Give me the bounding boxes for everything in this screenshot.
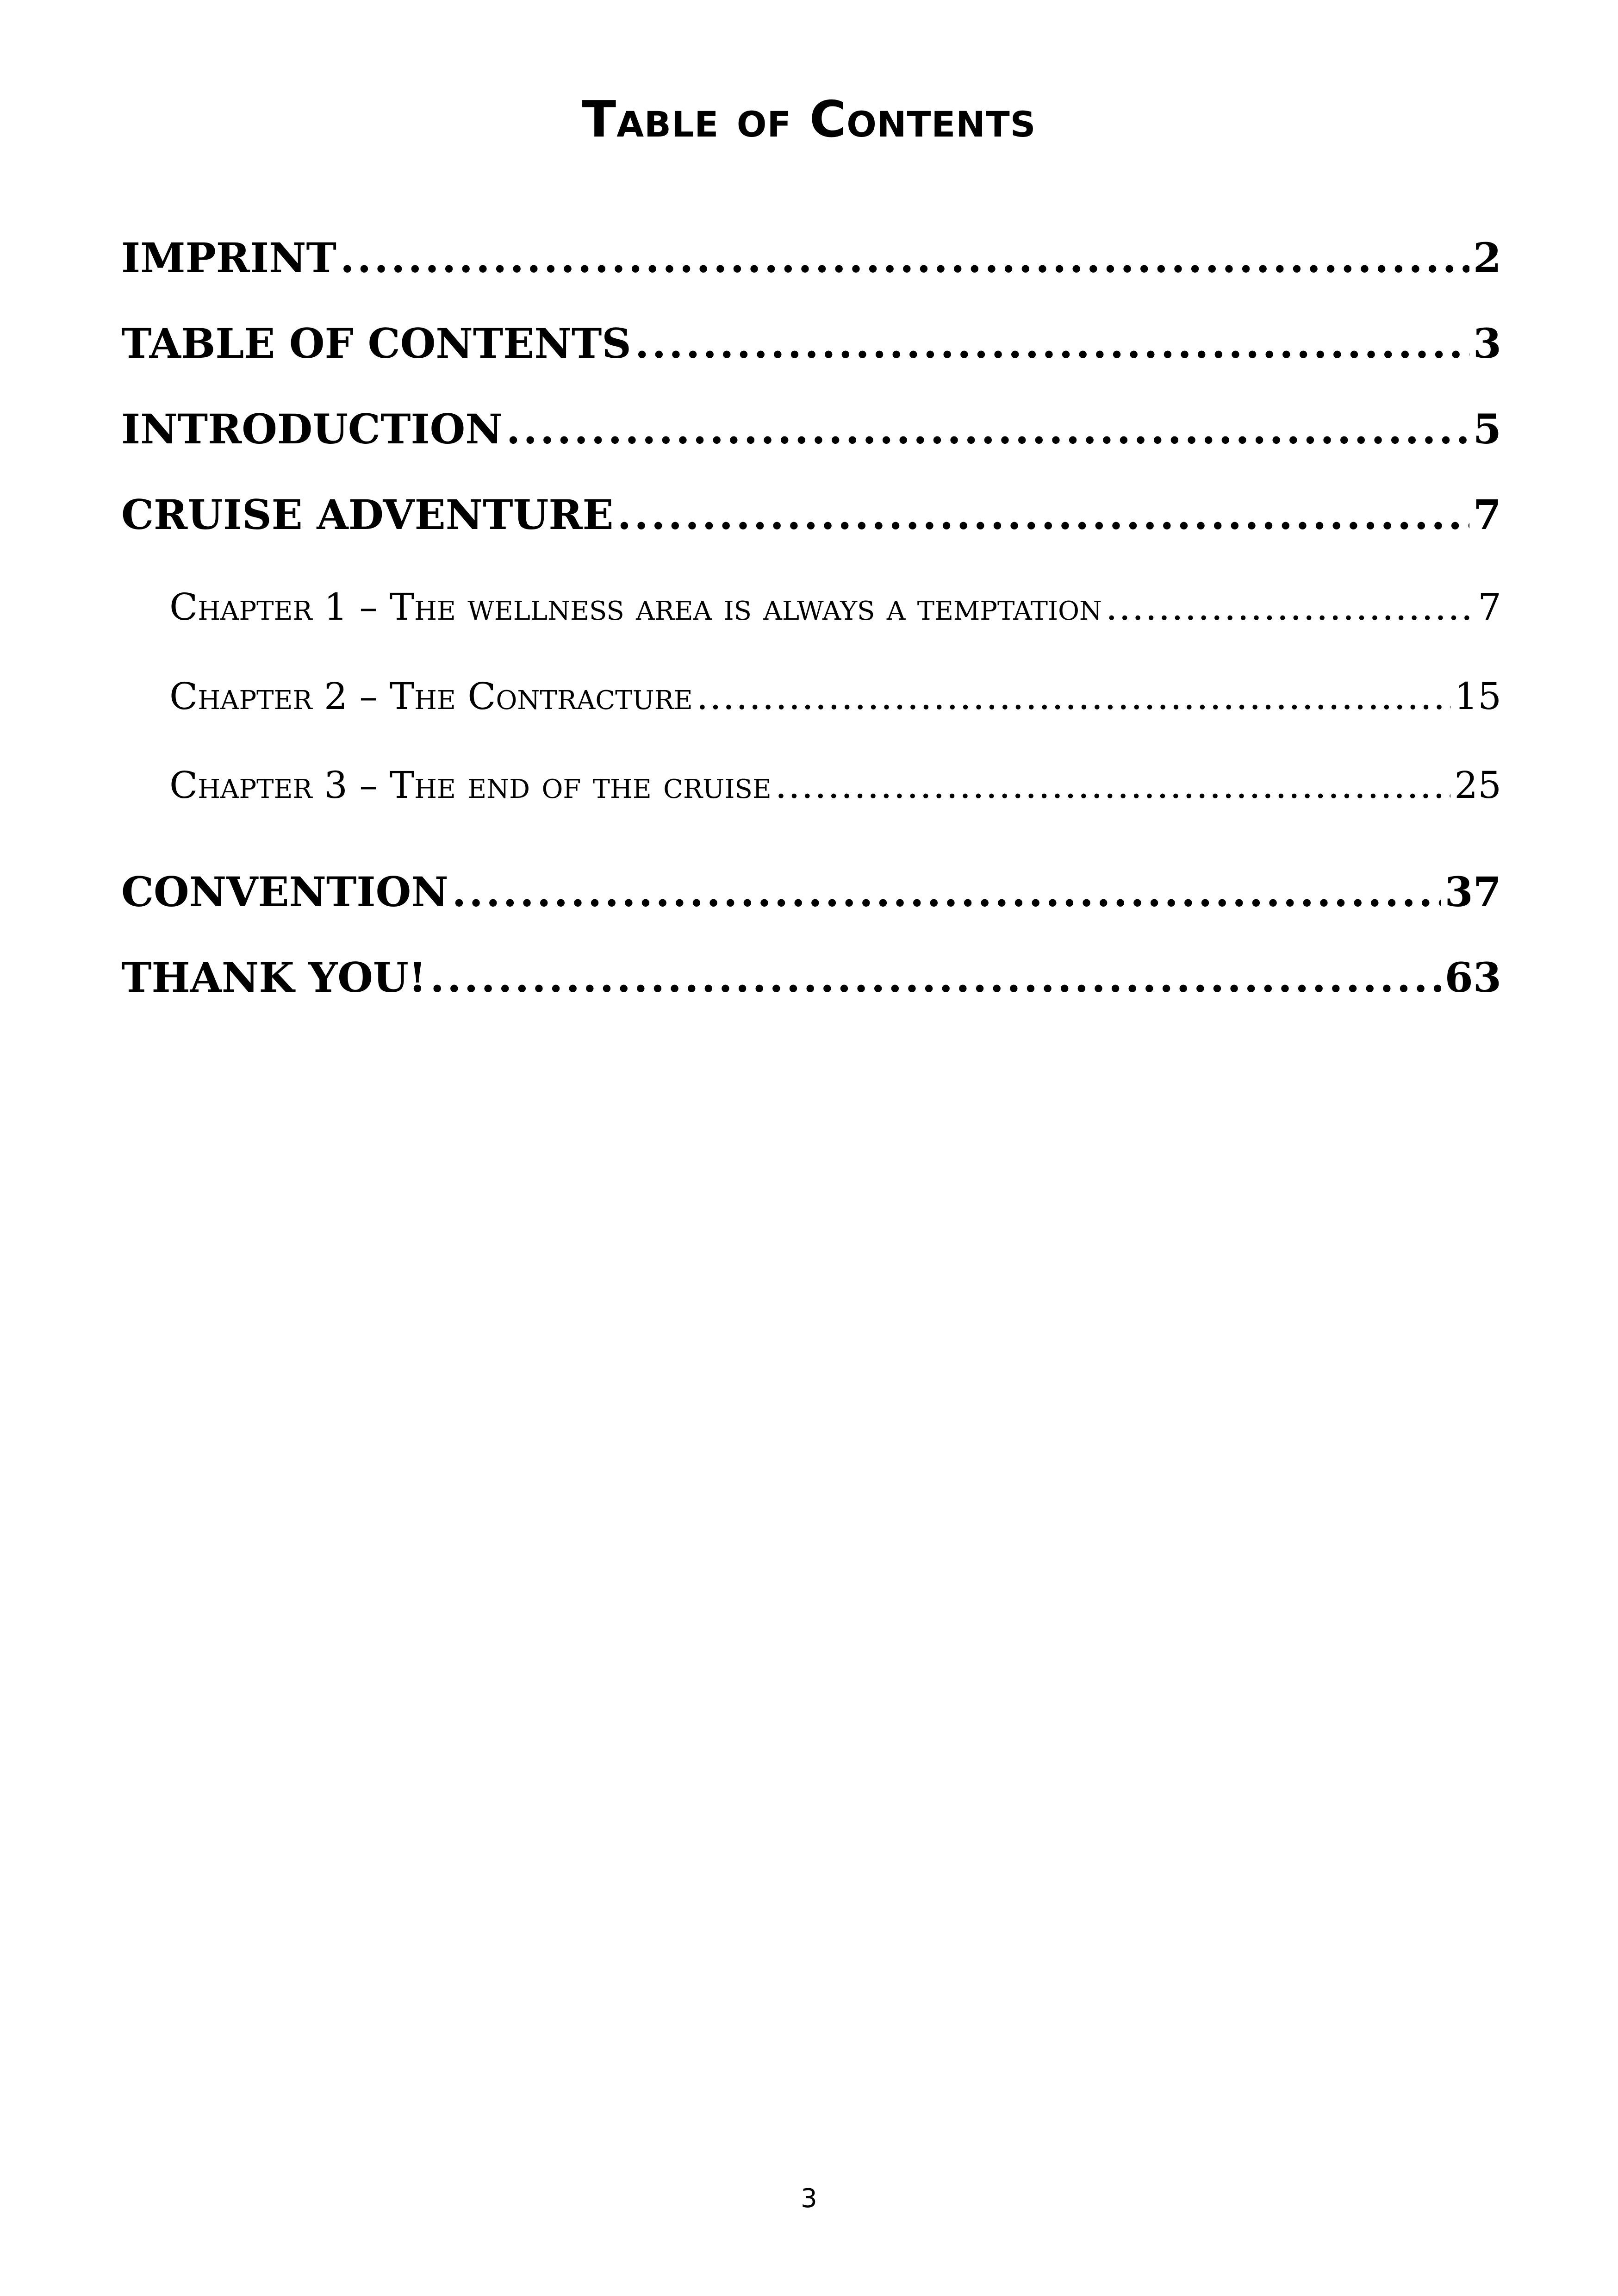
toc-entry-label: TABLE OF CONTENTS <box>121 319 631 367</box>
toc-entry-page: 2 <box>1473 234 1501 282</box>
toc-entry-label: IMPRINT <box>121 234 336 282</box>
dot-leader <box>635 319 1469 367</box>
toc-entry-page: 7 <box>1473 491 1501 539</box>
toc-entry-table-of-contents[interactable] <box>121 319 1501 367</box>
dot-leader <box>506 405 1469 453</box>
toc-entry-chapter-2[interactable] <box>121 675 1501 718</box>
toc-entry-cruise-adventure[interactable] <box>121 491 1501 539</box>
dot-leader <box>697 675 1450 718</box>
toc-entry-page: 7 <box>1478 585 1501 628</box>
toc-entry-chapter-1[interactable] <box>121 585 1501 628</box>
page-title: Table of Contents <box>582 91 1036 149</box>
page-number: 3 <box>801 2184 817 2214</box>
dot-leader <box>775 764 1450 807</box>
toc-entry-page: 15 <box>1454 675 1501 718</box>
dot-leader <box>1106 585 1474 628</box>
toc-entry-page: 5 <box>1473 405 1501 453</box>
toc-entry-label: CRUISE ADVENTURE <box>121 491 614 539</box>
toc-entry-label: INTRODUCTION <box>121 405 503 453</box>
toc-entry-label: Chapter 1 – The wellness area is always a temptation <box>169 585 1102 628</box>
dot-leader <box>452 868 1441 916</box>
toc-entry-label: CONVENTION <box>121 868 448 916</box>
dot-leader <box>617 491 1469 539</box>
toc-entry-page: 25 <box>1454 764 1501 807</box>
dot-leader <box>430 953 1441 1002</box>
toc-entry-page: 63 <box>1444 953 1501 1002</box>
toc-entry-page: 3 <box>1473 319 1501 367</box>
toc-entry-introduction[interactable] <box>121 405 1501 453</box>
toc-entry-convention[interactable] <box>121 868 1501 916</box>
dot-leader <box>340 234 1469 282</box>
toc-entry-chapter-3[interactable] <box>121 764 1501 807</box>
toc-entry-label: Chapter 2 – The Contracture <box>169 675 693 718</box>
toc-entry-page: 37 <box>1444 868 1501 916</box>
toc-entry-label: Chapter 3 – The end of the cruise <box>169 764 772 807</box>
toc-entry-imprint[interactable] <box>121 234 1501 282</box>
toc-entry-thank-you[interactable] <box>121 953 1501 1002</box>
toc-entry-label: THANK YOU! <box>121 953 427 1002</box>
